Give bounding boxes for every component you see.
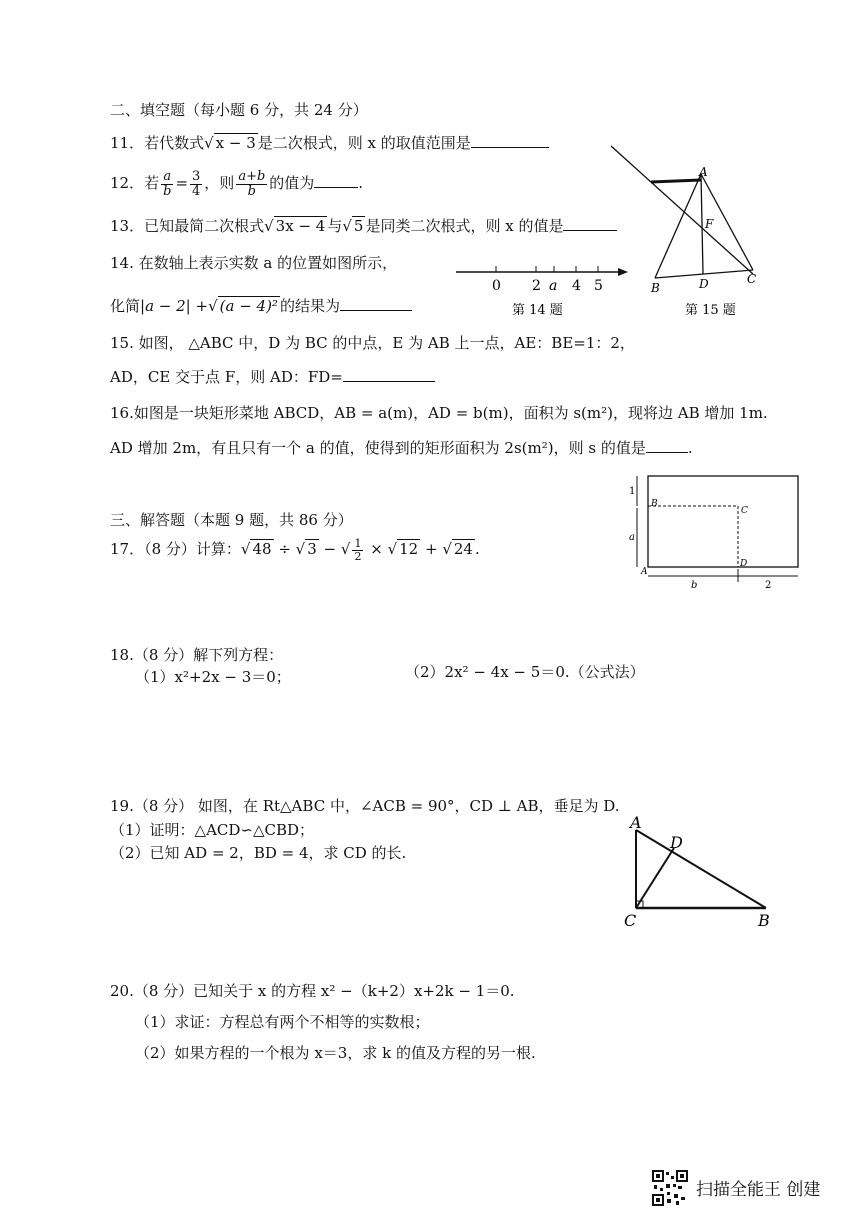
question-12: 12．若 $\frac{a}{b}$ = $\frac{3}{4}$ ，则 $\frac{a+b}{b}$ 的值为 . xyxy=(110,168,364,199)
fraction: $\frac{3}{4}$ xyxy=(192,168,201,199)
question-19-part2: （2）已知 AD = 2，BD = 4，求 CD 的长. xyxy=(110,844,407,862)
question-18-title: 18.（8 分）解下列方程： xyxy=(110,646,284,664)
scanner-watermark-text: 扫描全能王 创建 xyxy=(696,1180,821,1200)
question-19-title: 19.（8 分） 如图，在 Rt△ABC 中，∠ACB = 90°，CD ⊥ AB，垂足为 D. xyxy=(110,797,620,815)
figure-caption: 第 14 题 xyxy=(512,303,563,318)
svg-text:F: F xyxy=(705,217,714,231)
figure-caption: 第 15 题 xyxy=(685,303,736,318)
tick-label: a xyxy=(549,278,558,294)
svg-text:C: C xyxy=(741,506,748,516)
svg-text:b: b xyxy=(691,580,698,590)
radical xyxy=(208,297,218,315)
rectangle-figure-16 xyxy=(625,470,810,590)
svg-text:A: A xyxy=(699,165,708,179)
svg-text:A: A xyxy=(630,813,642,832)
question-20-title: 20.（8 分）已知关于 x 的方程 x² −（k+2）x+2k − 1＝0. xyxy=(110,982,515,1000)
fraction: $\frac{a+b}{b}$ xyxy=(238,168,266,199)
section-2-title: 二、填空题（每小题 6 分，共 24 分） xyxy=(110,101,368,119)
question-20-part1: （1）求证：方程总有两个不相等的实数根； xyxy=(135,1013,430,1031)
tick-label: 0 xyxy=(492,278,501,294)
svg-text:D: D xyxy=(670,833,683,852)
question-11: 11．若代数式√ x − 3 是二次根式，则 x 的取值范围是 xyxy=(110,133,549,153)
svg-text:A: A xyxy=(641,567,648,577)
question-17: 17．（8 分）计算：√ 48 ÷ √ 3 − √ $\frac{1}{2}$ × √ 12 + √ 24 . xyxy=(110,534,480,564)
right-triangle-figure-19 xyxy=(620,808,780,930)
question-13: 13．已知最简二次根式√ 3x − 4 与√ 5 是同类二次根式，则 x 的值是 xyxy=(110,216,617,236)
question-15-line1: 15. 如图， △ABC 中，D 为 BC 的中点，E 为 AB 上一点，AE：BE=1：2， xyxy=(110,334,635,352)
question-16-line2: AD 增加 2m，有且只有一个 a 的值，使得到的矩形面积为 2s(m²)，则 s 的值是 . xyxy=(110,439,693,457)
question-16-line1: 16.如图是一块矩形菜地 ABCD，AB = a(m)，AD = b(m)，面积为 s(m²)，现将边 AB 增加 1m. xyxy=(110,404,768,422)
svg-text:B: B xyxy=(651,281,660,295)
svg-text:C: C xyxy=(747,272,757,286)
qr-code-icon xyxy=(652,1170,688,1206)
question-20-part2: （2）如果方程的一个根为 x＝3，求 k 的值及方程的另一根. xyxy=(135,1044,536,1062)
question-14-line1: 14. 在数轴上表示实数 a 的位置如图所示， xyxy=(110,254,398,272)
radical xyxy=(264,217,274,235)
svg-text:B: B xyxy=(758,911,770,930)
question-14-line2: 化简|a − 2| +√ (a − 4)² 的结果为 xyxy=(110,296,412,316)
section-3-title: 三、解答题（本题 9 题，共 86 分） xyxy=(110,511,353,529)
triangle-figure-15 xyxy=(605,140,765,320)
tick-label: 5 xyxy=(594,278,603,294)
question-19-part1: （1）证明：△ACD∽△CBD； xyxy=(110,821,315,839)
svg-text:1: 1 xyxy=(629,486,636,497)
answer-blank[interactable] xyxy=(340,296,412,311)
tick-label: 2 xyxy=(532,278,541,294)
answer-blank[interactable] xyxy=(646,438,688,453)
answer-blank[interactable] xyxy=(343,367,435,382)
question-18-part2: （2）2x² − 4x − 5＝0.（公式法） xyxy=(405,663,645,681)
svg-text:B: B xyxy=(651,499,658,509)
fraction: $\frac{a}{b}$ xyxy=(163,168,172,199)
answer-blank[interactable] xyxy=(471,133,549,148)
svg-text:D: D xyxy=(740,559,748,569)
radical xyxy=(342,217,352,235)
fraction: $\frac{1}{2}$ xyxy=(354,536,362,563)
svg-text:C: C xyxy=(624,911,637,930)
answer-blank[interactable] xyxy=(314,173,358,188)
svg-text:D: D xyxy=(699,277,709,291)
question-18-part1: （1）x²+2x − 3＝0； xyxy=(135,668,291,686)
tick-label: 4 xyxy=(572,278,581,294)
question-15-line2: AD，CE 交于点 F，则 AD：FD= xyxy=(110,367,435,387)
svg-text:2: 2 xyxy=(765,580,772,590)
radical xyxy=(204,134,214,152)
svg-text:a: a xyxy=(629,532,635,543)
